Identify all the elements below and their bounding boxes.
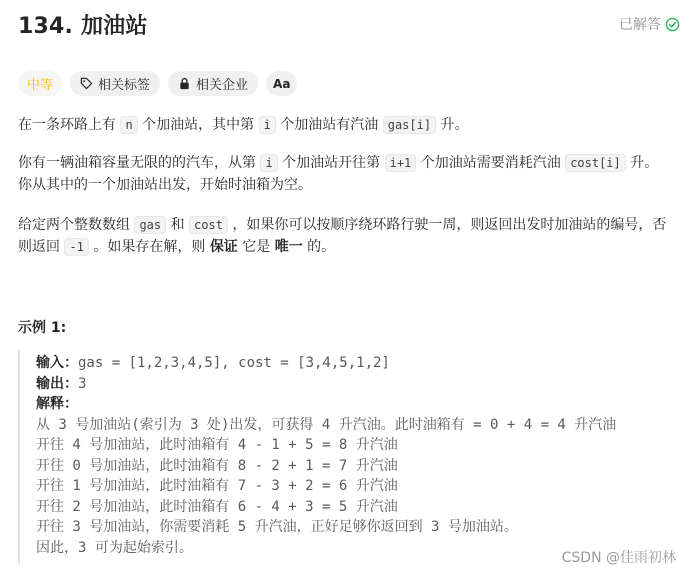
explain-label: 解释： [36, 396, 78, 412]
example-title: 示例 1: [18, 320, 67, 336]
bold-text: 保证 [209, 239, 238, 255]
tag-icon [80, 77, 93, 90]
text: 升。 [625, 155, 659, 171]
bold-text: 唯一 [274, 239, 303, 255]
inline-code: cost[i] [565, 154, 626, 172]
companies-tag-label: 相关企业 [196, 78, 249, 93]
text: 个加油站有汽油 [275, 117, 383, 133]
lock-icon [178, 77, 191, 90]
text: 它是 [237, 239, 275, 255]
example-input-row [36, 353, 676, 374]
example-block [18, 350, 676, 564]
tag-bar [18, 71, 297, 96]
explain-line: 开往 4 号加油站，此时油箱有 4 - 1 + 5 = 8 升汽油 [36, 437, 398, 453]
text: 在一条环路上有 [18, 117, 121, 133]
inline-code: n [120, 116, 137, 134]
text: 个加油站，其中第 [137, 117, 259, 133]
check-circle-icon [665, 17, 680, 32]
inline-code: i+1 [385, 154, 417, 172]
inline-code: i [259, 116, 276, 134]
watermark: CSDN @佳雨初林 [561, 550, 676, 566]
explain-line: 开往 3 号加油站，你需要消耗 5 升汽油，正好足够你返回到 3 号加油站。 [36, 519, 518, 535]
explain-line: 因此，3 可为起始索引。 [36, 539, 193, 556]
inline-code: gas [134, 216, 166, 234]
text: 。如果存在解，则 [88, 239, 210, 255]
problem-header [18, 6, 680, 42]
description-paragraph-1 [18, 114, 676, 136]
inline-code: i [260, 154, 277, 172]
text: 你从其中的一个加油站出发，开始时油箱为空。 [18, 177, 312, 193]
input-value: gas = [1,2,3,4,5], cost = [3,4,5,1,2] [78, 355, 390, 371]
text: 的。 [302, 239, 336, 255]
description-paragraph-2 [18, 152, 676, 196]
input-label: 输入： [36, 355, 78, 371]
inline-code: gas[i] [383, 116, 436, 134]
output-value: 3 [78, 375, 87, 392]
text: ，如果你可以按顺序绕环路行驶一周，则返回出发时加油站的编号，否则返回 [18, 217, 667, 255]
output-label: 输出： [36, 375, 78, 392]
example-output-row [36, 374, 676, 395]
explain-line: 开往 2 号加油站，此时油箱有 6 - 4 + 3 = 5 升汽油 [36, 498, 398, 515]
difficulty-badge [18, 71, 62, 96]
example-explain-row [36, 394, 676, 415]
text: 给定两个整数数组 [18, 217, 135, 233]
solved-label: 已解答 [619, 17, 661, 33]
problem-title[interactable]: 134. 加油站 [18, 13, 148, 39]
inline-code: cost [189, 216, 228, 234]
description-paragraph-3 [18, 214, 676, 258]
text: 升。 [436, 117, 469, 133]
explain-line: 从 3 号加油站(索引为 3 处)出发，可获得 4 升汽油。此时油箱有 = 0 + 4 = 4 升汽油 [36, 416, 617, 433]
topics-tag-button[interactable] [70, 71, 160, 96]
translate-icon: Aa [273, 76, 291, 91]
difficulty-label: 中等 [27, 78, 54, 93]
topics-tag-label: 相关标签 [98, 78, 151, 93]
companies-tag-button[interactable] [168, 71, 258, 96]
text: 个加油站开往第 [277, 155, 385, 171]
inline-code: -1 [64, 238, 88, 256]
text: 个加油站需要消耗汽油 [416, 155, 566, 171]
text: 你有一辆油箱容量无限的的汽车，从第 [18, 155, 261, 171]
explain-line: 开往 1 号加油站，此时油箱有 7 - 3 + 2 = 6 升汽油 [36, 478, 398, 494]
explain-line: 开往 0 号加油站，此时油箱有 8 - 2 + 1 = 7 升汽油 [36, 457, 398, 474]
solved-status [619, 14, 680, 34]
text: 和 [166, 217, 190, 233]
translate-button[interactable] [266, 71, 297, 96]
